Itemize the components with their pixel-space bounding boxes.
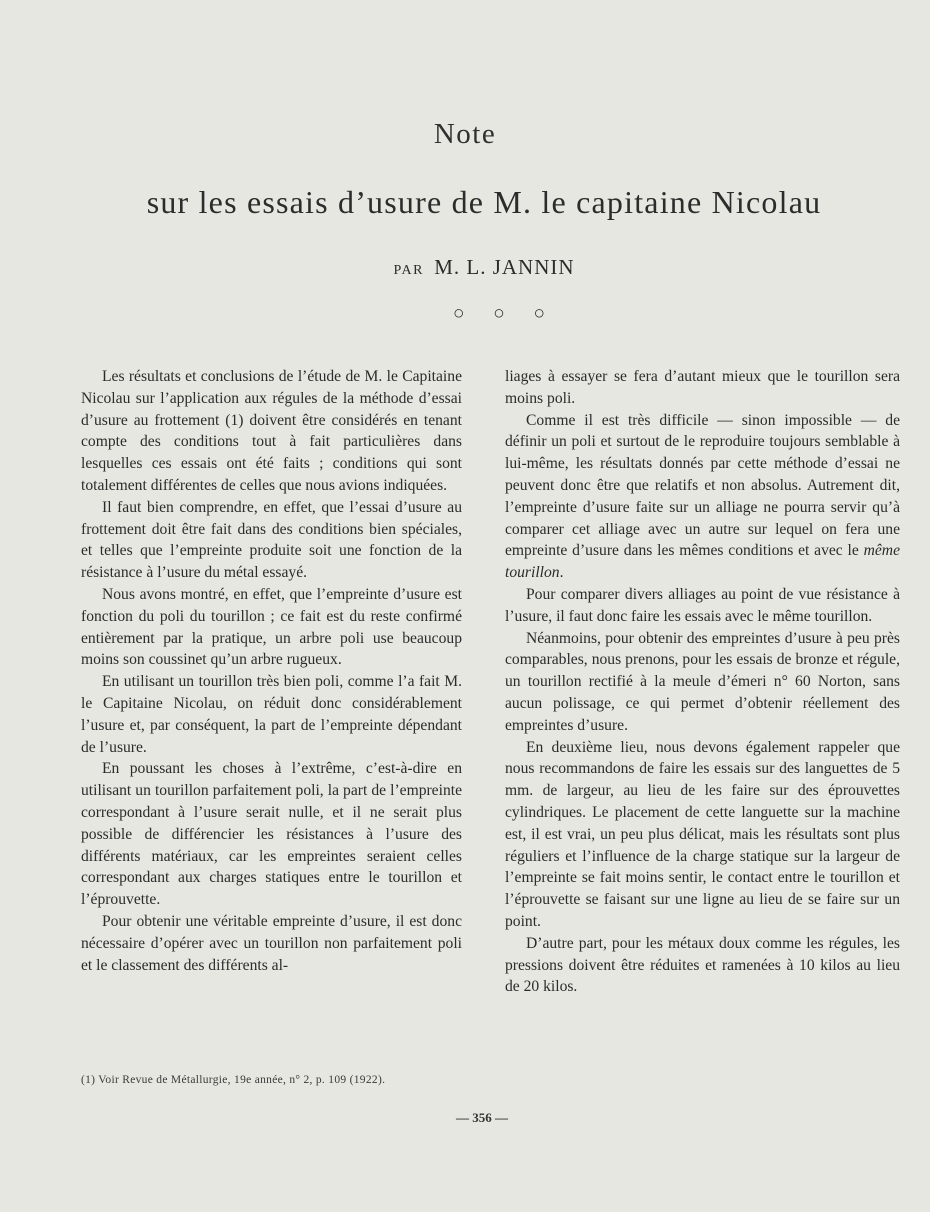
page-number: — 356 — [456, 1110, 508, 1125]
section-ornament: ○ ○ ○ [453, 303, 557, 324]
paragraph-continued: liages à essayer se fera d’autant mieux que le tourillon sera moins poli. [505, 368, 900, 407]
paragraph: En deuxième lieu, nous devons également rappeler que nous recommandons de faire les essais sur des languettes de 5 mm. de largeur, au lieu de les faire sur des éprouvettes cylindriques. Le placement de cette languette sur la machine est, il est vrai, un peu plus délicat, mais les résultats sont plus réguliers et l’influence de la charge statique sur la largeur de l’empreinte se fait moins sentir, le contact entre le tourillon et l’éprouvette se faisant sur une ligne au lieu de se faire sur un point. [505, 738, 900, 930]
paragraph: Pour comparer divers alliages au point de vue résistance à l’usure, il faut donc faire les essais avec le même tourillon. [505, 585, 900, 625]
paragraph-text: Comme il est très difficile — sinon impossible — de définir un poli et surtout de le reproduire toujours semblable à lui-même, les résultats donnés par cette méthode d’essai ne peuvent donc être que relatifs et non absolus. Autrement dit, l’empreinte d’usure faite sur un alliage ne pourra servir qu’à comparer cet alliage avec un autre sur lequel on fera une empreinte d’usure dans les mêmes conditions et avec le [505, 411, 900, 560]
article-subtitle: sur les essais d’usure de M. le capitaine Nicolau [146, 184, 822, 220]
article-title: Note [433, 118, 497, 150]
paragraph: Il faut bien comprendre, en effet, que l’essai d’usure au frottement doit être fait dans des conditions bien spéciales, et telles que l’empreinte produite soit une fonction de la résistance à l’usure du métal essayé. [81, 498, 462, 582]
paragraph: En poussant les choses à l’extrême, c’est-à-dire en utilisant un tourillon parfaitement poli, la part de l’empreinte correspondant à l’usure serait nulle, et il ne serait plus possible de différencier les résistances à l’usure des différents matériaux, car les empreintes seraient celles correspondant aux charges statiques entre le tourillon et l’éprouvette. [81, 760, 462, 909]
paragraph: D’autre part, pour les métaux doux comme les régules, les pressions doivent être réduites et ramenées à 10 kilos au lieu de 20 kilos. [505, 934, 900, 996]
left-column [81, 366, 462, 976]
paragraph: Néanmoins, pour obtenir des empreintes d’usure à peu près comparables, nous prenons, pour les essais de bronze et régule, un tourillon rectifié à la meule d’émeri n° 60 Norton, sans aucun polissage, ce qui permet d’obtenir réellement des empreintes d’usure. [505, 629, 900, 734]
emphasis-text: même tourillon [505, 542, 900, 582]
footnote: (1) Voir Revue de Métallurgie, 19e année, n° 2, p. 109 (1922). [81, 1074, 386, 1086]
right-column [505, 366, 900, 998]
paragraph: En utilisant un tourillon très bien poli, comme l’a fait M. le Capitaine Nicolau, on réduit donc considérablement l’usure et, par conséquent, la part de l’empreinte dépendant de l’usure. [81, 673, 462, 756]
byline-prefix: PAR [393, 263, 424, 278]
paragraph-end: . [559, 564, 564, 582]
byline [0, 255, 930, 280]
paragraph: Nous avons montré, en effet, que l’empreinte d’usure est fonction du poli du tourillon ; ce fait est du reste confirmé entièrement par la pratique, un arbre poli use beaucoup moins son coussinet qu’un arbre rugueux. [81, 585, 462, 669]
paragraph: Pour obtenir une véritable empreinte d’usure, il est donc nécessaire d’opérer avec un tourillon non parfaitement poli et le classement des différents al- [81, 912, 462, 974]
author-name: M. L. JANNIN [434, 255, 575, 279]
paragraph: Les résultats et conclusions de l’étude de M. le Capitaine Nicolau sur l’application aux régules de la méthode d’essai d’usure au frottement (1) doivent être considérés en tenant compte des conditions tout à fait particulières dans lesquelles ces essais ont été faits ; conditions qui sont totalement différentes de celles que nous avions indiquées. [81, 368, 462, 494]
paragraph [505, 410, 900, 584]
